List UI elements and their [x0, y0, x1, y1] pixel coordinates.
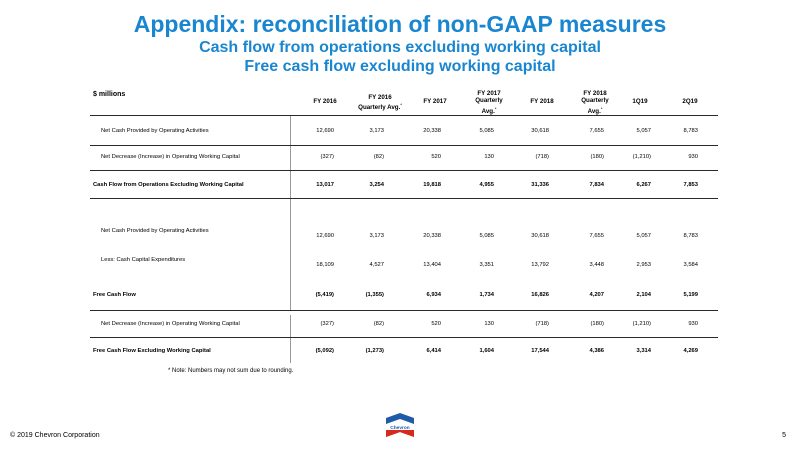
table-rule: [90, 337, 718, 338]
table-cell: 7,655: [589, 128, 604, 134]
table-cell: 3,254: [369, 182, 384, 188]
table-cell: 130: [484, 154, 494, 160]
table-cell: 3,173: [369, 233, 384, 239]
table-cell: 1,734: [479, 292, 494, 298]
table-cell: 7,853: [683, 182, 698, 188]
table-cell: 5,057: [636, 233, 651, 239]
table-cell: 4,207: [589, 292, 604, 298]
table-cell: 3,448: [589, 262, 604, 268]
table-cell: 4,527: [369, 262, 384, 268]
table-cell: 5,057: [636, 128, 651, 134]
table-cell: 3,584: [683, 262, 698, 268]
col-header-fy2017: FY 2017: [423, 98, 447, 105]
table-cell: 2,104: [636, 292, 651, 298]
units-label: $ millions: [93, 91, 126, 98]
row-label: Free Cash Flow Excluding Working Capital: [93, 348, 211, 354]
table-cell: 520: [431, 321, 441, 327]
col-header-1q19: 1Q19: [632, 98, 648, 105]
table-cell: 6,414: [426, 348, 441, 354]
table-rule: [90, 310, 718, 311]
table-rule: [90, 145, 718, 146]
table-cell: (1,210): [632, 321, 651, 327]
table-cell: (1,355): [365, 292, 384, 298]
table-cell: 5,085: [479, 233, 494, 239]
table-cell: 13,792: [531, 262, 549, 268]
table-cell: 4,955: [479, 182, 494, 188]
table-cell: (5,419): [315, 292, 334, 298]
table-cell: 3,314: [636, 348, 651, 354]
table-cell: 130: [484, 321, 494, 327]
table-cell: 19,818: [423, 182, 441, 188]
row-label: Net Cash Provided by Operating Activities: [101, 228, 209, 234]
table-cell: 30,618: [531, 233, 549, 239]
table-cell: (82): [373, 154, 384, 160]
table-cell: 5,085: [479, 128, 494, 134]
slide-subtitle-2: Free cash flow excluding working capital: [244, 58, 556, 75]
svg-text:Chevron: Chevron: [390, 426, 410, 431]
table-cell: 930: [688, 321, 698, 327]
col-header-fy2018-qavg: FY 2018 Quarterly Avg.*: [581, 90, 609, 115]
slide-subtitle-1: Cash flow from operations excluding working capital: [199, 39, 601, 56]
table-cell: (327): [320, 321, 334, 327]
table-cell: 17,544: [531, 348, 549, 354]
table-cell: 18,109: [316, 262, 334, 268]
chevron-logo: [382, 410, 418, 444]
row-label: Cash Flow from Operations Excluding Working Capital: [93, 182, 244, 188]
col-header-fy2016: FY 2016: [313, 98, 337, 105]
table-cell: (82): [373, 321, 384, 327]
col-header-fy2018: FY 2018: [530, 98, 554, 105]
col-header-fy2016-qavg: FY 2016 Quarterly Avg.*: [358, 94, 402, 112]
table-cell: 3,351: [479, 262, 494, 268]
row-label: Less: Cash Capital Expenditures: [101, 257, 186, 263]
table-cell: (180): [590, 154, 604, 160]
col-header-2q19: 2Q19: [682, 98, 698, 105]
table-cell: (1,210): [632, 154, 651, 160]
table-cell: 13,017: [316, 182, 334, 188]
table-cell: (1,273): [365, 348, 384, 354]
table-rule: [90, 115, 718, 116]
col-header-fy2017-qavg: FY 2017 Quarterly Avg.*: [475, 90, 503, 115]
table-cell: 520: [431, 154, 441, 160]
table-cell: 8,783: [683, 128, 698, 134]
page-number: 5: [782, 432, 786, 439]
table-cell: 7,655: [589, 233, 604, 239]
table-cell: 13,404: [423, 262, 441, 268]
row-label: Net Cash Provided by Operating Activities: [101, 128, 209, 134]
table-cell: 12,690: [316, 128, 334, 134]
row-label: Net Decrease (Increase) in Operating Working Capital: [101, 154, 240, 160]
table-cell: 30,618: [531, 128, 549, 134]
table-cell: (327): [320, 154, 334, 160]
table-cell: 16,826: [531, 292, 549, 298]
table-cell: (5,092): [315, 348, 334, 354]
table-cell: (180): [590, 321, 604, 327]
table-cell: 20,338: [423, 233, 441, 239]
table-cell: 20,338: [423, 128, 441, 134]
table-cell: 3,173: [369, 128, 384, 134]
copyright: © 2019 Chevron Corporation: [10, 432, 100, 439]
row-label: Net Decrease (Increase) in Operating Working Capital: [101, 321, 240, 327]
table-cell: (718): [535, 154, 549, 160]
table-cell: 930: [688, 154, 698, 160]
table-rule: [90, 170, 718, 171]
table-cell: 6,267: [636, 182, 651, 188]
table-cell: 31,336: [531, 182, 549, 188]
rounding-note: * Note: Numbers may not sum due to rounding.: [168, 368, 294, 374]
table-cell: (718): [535, 321, 549, 327]
table-cell: 6,934: [426, 292, 441, 298]
table-cell: 1,604: [479, 348, 494, 354]
table-cell: 5,199: [683, 292, 698, 298]
table-cell: 2,953: [636, 262, 651, 268]
table-rule: [90, 198, 718, 199]
slide-title-block: [0, 10, 800, 76]
table-cell: 12,690: [316, 233, 334, 239]
table-cell: 7,834: [589, 182, 604, 188]
table-cell: 4,386: [589, 348, 604, 354]
row-label: Free Cash Flow: [93, 292, 136, 298]
table-cell: 4,269: [683, 348, 698, 354]
slide-title: Appendix: reconciliation of non-GAAP measures: [133, 11, 667, 37]
table-cell: 8,783: [683, 233, 698, 239]
